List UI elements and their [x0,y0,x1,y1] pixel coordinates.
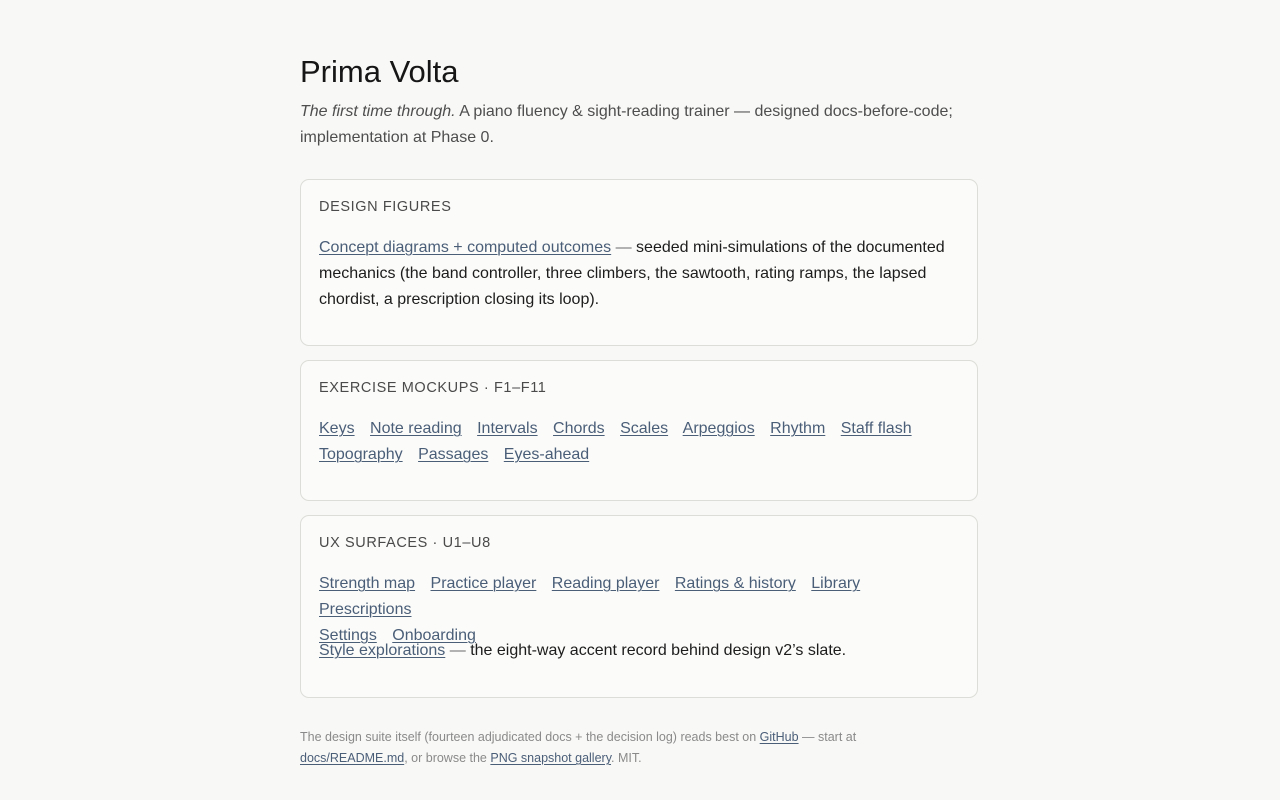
ux-surfaces-card [300,515,978,698]
footer-text-1: The design suite itself (fourteen adjudicated docs + the decision log) reads best on [300,730,760,744]
ux-link-strength-map[interactable]: Strength map [319,575,416,592]
ux-link-onboarding[interactable]: Onboarding [392,627,476,644]
exercise-link-arpeggios[interactable]: Arpeggios [682,420,755,437]
exercise-link-passages[interactable]: Passages [418,446,489,463]
ux-link-prescriptions[interactable]: Prescriptions [319,601,412,618]
exercise-link-intervals[interactable]: Intervals [477,420,538,437]
concept-diagrams-link[interactable]: Concept diagrams + computed outcomes [319,239,612,256]
design-figures-description: seeded mini-simulations of the documented mechanics (the band controller, three climbers, the sawtooth, rating ramps, the lapsed chordist, a prescription closing its loop). [319,239,945,308]
ux-link-ratings-history[interactable]: Ratings & history [674,575,796,592]
exercise-link-rhythm[interactable]: Rhythm [770,420,826,437]
readme-link[interactable]: docs/README.md [300,751,405,765]
snapshot-gallery-link[interactable]: PNG snapshot gallery [490,751,612,765]
footer-text-3: , or browse the [404,751,491,765]
ux-link-library[interactable]: Library [811,575,861,592]
design-figures-card [300,179,978,346]
style-explorations-dash: — [445,642,471,659]
ux-link-settings[interactable]: Settings [319,627,377,644]
tagline-emphasis: The first time through. [300,103,456,120]
page-tagline [300,99,980,151]
style-explorations-description: the eight-way accent record behind design v2’s slate. [470,642,847,659]
exercise-mockups-links [319,416,959,468]
exercise-mockups-card [300,360,978,501]
exercise-mockups-heading: EXERCISE MOCKUPS · F1–F11 [319,380,547,396]
design-figures-dash: — [611,239,637,256]
exercise-link-scales[interactable]: Scales [620,420,669,437]
ux-surfaces-heading: UX SURFACES · U1–U8 [319,535,491,551]
style-explorations-link[interactable]: Style explorations [319,642,446,659]
exercise-link-keys[interactable]: Keys [319,420,355,437]
exercise-link-note-reading[interactable]: Note reading [370,420,462,437]
exercise-link-chords[interactable]: Chords [553,420,605,437]
footer-text-4: . MIT. [611,751,642,765]
style-explorations-line [319,638,959,664]
ux-link-reading-player[interactable]: Reading player [551,575,660,592]
design-figures-heading: DESIGN FIGURES [319,199,452,215]
exercise-link-staff-flash[interactable]: Staff flash [840,420,912,437]
footer-text-2: — start at [798,730,857,744]
design-figures-body [319,235,959,313]
exercise-link-eyes-ahead[interactable]: Eyes-ahead [503,446,590,463]
ux-link-practice-player[interactable]: Practice player [430,575,537,592]
tagline-text: A piano fluency & sight-reading trainer — designed docs-before-code; implementation at Phase 0. [300,103,953,146]
github-link[interactable]: GitHub [759,730,799,744]
exercise-link-topography[interactable]: Topography [319,446,403,463]
page-footer [300,727,980,769]
page-title: Prima Volta [300,54,459,89]
